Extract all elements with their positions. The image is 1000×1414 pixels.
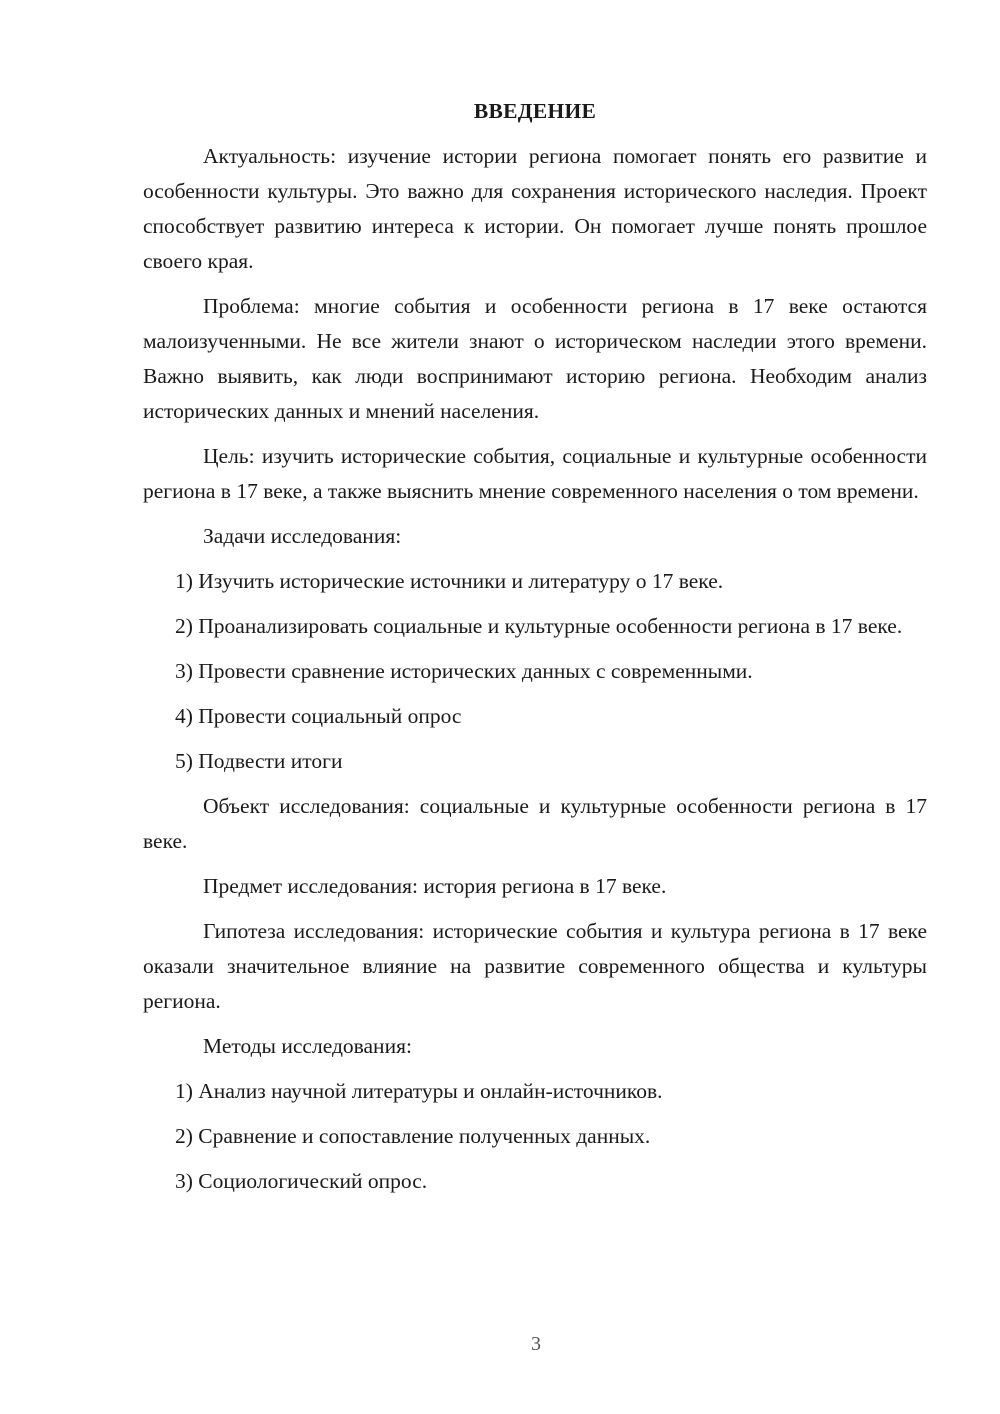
subject-paragraph: Предмет исследования: история региона в 17 веке. xyxy=(203,874,667,898)
task-item: 1) Изучить исторические источники и литературу о 17 веке. xyxy=(175,569,724,593)
method-item: 1) Анализ научной литературы и онлайн-источников. xyxy=(175,1079,663,1103)
method-item: 2) Сравнение и сопоставление полученных данных. xyxy=(175,1124,651,1148)
relevance-paragraph: Актуальность: изучение истории региона помогает понять его развитие и особенности культуры. Это важно для сохранения исторического наследия. Проект способствует развитию интереса к истории. Он помогает лучше понять прошлое своего края. xyxy=(143,144,927,273)
page-number: 3 xyxy=(531,1333,541,1355)
method-item: 3) Социологический опрос. xyxy=(175,1169,428,1193)
methods-heading: Методы исследования: xyxy=(203,1034,412,1058)
document-page xyxy=(143,96,927,1209)
goal-paragraph: Цель: изучить исторические события, социальные и культурные особенности региона в 17 веке, а также выяснить мнение современного населения о том времени. xyxy=(143,444,927,503)
task-item: 4) Провести социальный опрос xyxy=(175,704,462,728)
task-item: 5) Подвести итоги xyxy=(175,749,343,773)
object-paragraph: Объект исследования: социальные и культурные особенности региона в 17 веке. xyxy=(143,794,927,853)
hypothesis-paragraph: Гипотеза исследования: исторические события и культура региона в 17 веке оказали значительное влияние на развитие современного общества и культуры региона. xyxy=(143,919,927,1013)
problem-paragraph: Проблема: многие события и особенности региона в 17 веке остаются малоизученными. Не все жители знают о историческом наследии этого времени. Важно выявить, как люди воспринимают историю региона. Необходим анализ исторических данных и мнений населения. xyxy=(143,294,927,423)
page-title: ВВЕДЕНИЕ xyxy=(473,99,597,123)
task-item: 3) Провести сравнение исторических данных с современными. xyxy=(175,659,753,683)
task-item: 2) Проанализировать социальные и культурные особенности региона в 17 веке. xyxy=(175,614,903,638)
tasks-heading: Задачи исследования: xyxy=(203,524,402,548)
